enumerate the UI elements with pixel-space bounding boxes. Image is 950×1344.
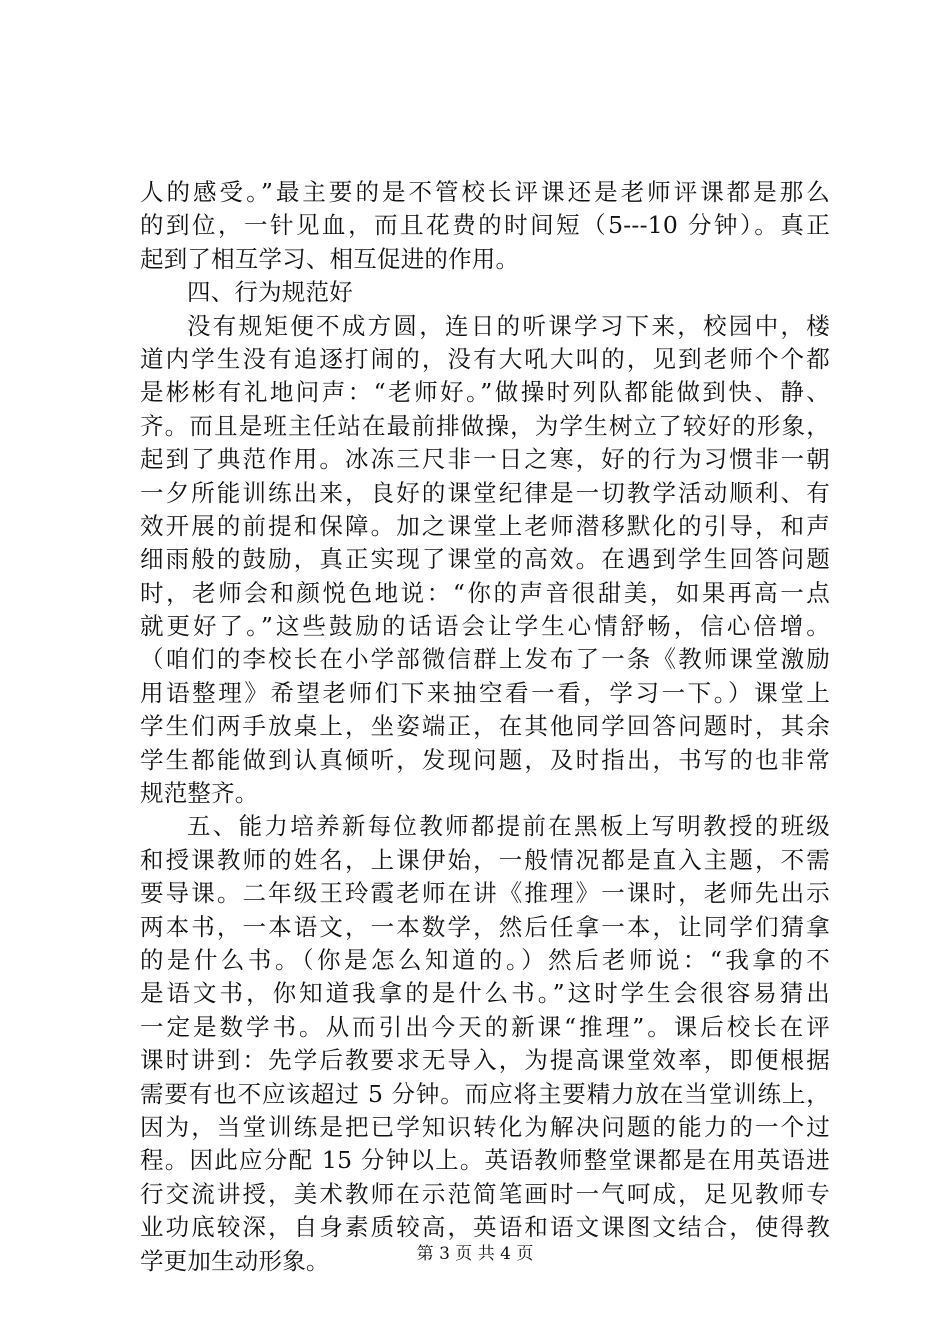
text-line: 学生都能做到认真倾听，发现问题，及时指出，书写的也非常 [140,745,830,774]
text-line: 的是什么书。（你是怎么知道的。）然后老师说：“我拿的不 [140,945,830,974]
text-line: 齐。而且是班主任站在最前排做操，为学生树立了较好的形象， [140,411,830,440]
text-line: 起到了典范作用。冰冻三尺非一日之寒，好的行为习惯非一朝 [140,445,830,474]
text-line: 一定是数学书。从而引出今天的新课“推理”。课后校长在评 [140,1012,830,1041]
text-line: 效开展的前提和保障。加之课堂上老师潜移默化的引导，和声 [140,511,830,540]
text-line: 因为，当堂训练是把已学知识转化为解决问题的能力的一个过 [140,1112,830,1141]
text-line: 道内学生没有追逐打闹的，没有大吼大叫的，见到老师个个都 [140,344,830,373]
text-line: 是彬彬有礼地问声：“老师好。”做操时列队都能做到快、静、 [140,378,830,407]
text-line: 业功底较深，自身素质较高，英语和语文课图文结合，使得教 [140,1213,830,1242]
text-line: 行交流讲授，美术教师在示范简笔画时一气呵成，足见教师专 [140,1179,830,1208]
text-line: 用语整理》希望老师们下来抽空看一看，学习一下。）课堂上 [140,678,830,707]
text-line: 起到了相互学习、相互促进的作用。 [140,244,520,273]
text-line: 和授课教师的姓名，上课伊始，一般情况都是直入主题，不需 [140,845,830,874]
text-line: 需要有也不应该超过 5 分钟。而应将主要精力放在当堂训练上， [140,1079,830,1108]
text-line: 没有规矩便不成方圆，连日的听课学习下来，校园中，楼 [187,311,830,340]
text-line: 是语文书，你知道我拿的是什么书。”这时学生会很容易猜出 [140,979,830,1008]
text-line: 五、能力培养新每位教师都提前在黑板上写明教授的班级 [187,812,830,841]
text-line: 学生们两手放桌上，坐姿端正，在其他同学回答问题时，其余 [140,712,830,741]
text-line: （咱们的李校长在小学部微信群上发布了一条《教师课堂激励 [140,645,830,674]
text-line: 就更好了。”这些鼓励的话语会让学生心情舒畅，信心倍增。 [140,612,830,641]
body-text [140,176,830,1278]
text-line: 细雨般的鼓励，真正实现了课堂的高效。在遇到学生回答问题 [140,545,830,574]
text-line: 一夕所能训练出来，良好的课堂纪律是一切教学活动顺利、有 [140,478,830,507]
text-line: 的到位，一针见血，而且花费的时间短（5---10 分钟）。真正 [140,211,830,240]
text-line: 规范整齐。 [140,779,259,808]
text-line: 人的感受。”最主要的是不管校长评课还是老师评课都是那么 [140,178,830,206]
text-line: 课时讲到：先学后教要求无导入，为提高课堂效率，即便根据 [140,1046,830,1075]
text-line: 要导课。二年级王玲霞老师在讲《推理》一课时，老师先出示 [140,879,830,908]
text-line: 时，老师会和颜悦色地说：“你的声音很甜美，如果再高一点 [140,578,830,607]
text-line: 学更加生动形象。 [140,1246,330,1275]
page-footer: 第 3 页 共 4 页 [416,1244,534,1264]
text-line: 两本书，一本语文，一本数学，然后任拿一本，让同学们猜拿 [140,912,830,941]
text-line: 程。因此应分配 15 分钟以上。英语教师整堂课都是在用英语进 [140,1146,830,1175]
text-line: 四、行为规范好 [187,278,353,307]
